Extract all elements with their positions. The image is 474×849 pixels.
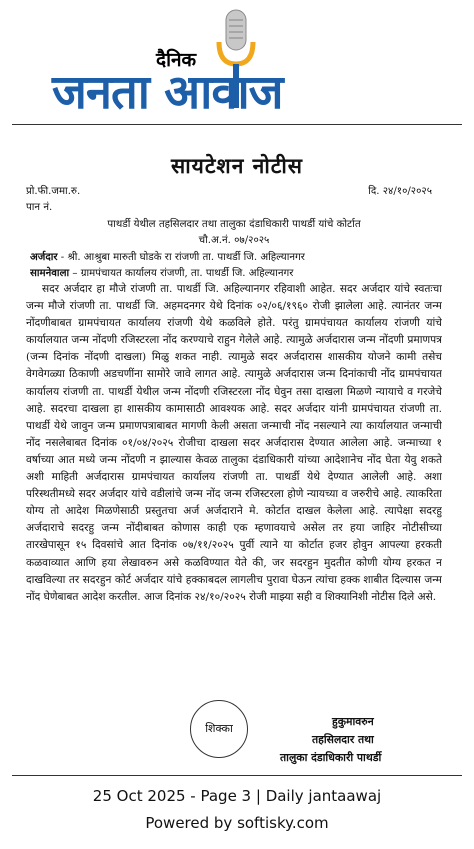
ref-line [26,183,442,197]
respondent-name: – ग्रामपंचायत कार्यालय रांजणी, ता. पाथर्डी जि. अहिल्यानगर [69,268,294,279]
ref-fee: प्रो.फी.जमा.रु. [26,186,81,197]
notice-date: दि. २४/१०/२०२५ [368,186,432,197]
page-number: पान नं. [26,202,53,213]
applicant-label: अर्जदार [30,251,58,263]
signature-line-3: तालुका दंडाधिकारी पाथर्डी [280,751,382,764]
masthead [0,0,474,120]
case-number: चौ.अ.नं. ०७/२०२५ [198,235,270,246]
seal-placeholder: शिक्का [190,700,248,758]
footer-page-info: 25 Oct 2025 - Page 3 | Daily jantaawaj [92,787,382,805]
signature-line-1: हुकुमावरुन [332,715,374,728]
court-line: पाथर्डी येथील तहसिलदार तथा तालुका दंडाधिकारी पाथर्डी यांचे कोर्टात [107,219,361,230]
applicant-name: - श्री. आश्रुबा मारुती घोडके रा रांजणी ता. पाथर्डी जि. अहिल्यानगर [57,252,305,263]
masthead-title: जनता आवाज [52,65,283,120]
notice-body: सदर अर्जदार हा मौजे रांजणी ता. पाथर्डी जि. अहिल्यानगर रहिवाशी आहेत. सदर अर्जदार यांचे स्वतःचा जन्म मौजे रांजणी ता. पाथर्डी जि. अहमदनगर येथे दिनांक ०२/०६/१९६० रोजी झालेला आहे. त्यानंतर जन्म नोंदणीबाबत ग्रामपंचायत कार्यालय रांजणी येथे कळविले होते. परंतु ग्रामपंचायत कार्यालय रांजणी यांचे कार्यालयात जन्म नोंदणी रजिस्टरला नोंद करण्याचे राहुन गेलेले आहे. त्यामुळे अर्जदारास जन्म नोंदणी प्रमाणपत्र (जन्म दिनांक नोंदणी दाखला) मिळु शकत नाही. त्यामुळे सदर अर्जदारास शासकीय योजने कामी तसेच वेगवेगळ्या ठिकाणी अडचणींना सामोरे जावे लागत आहे. त्यामुळे अर्जदारास जन्म दिनांकाची नोंद ग्रामपंचायत कार्यालय रांजणी ता. पाथर्डी येथील जन्म नोंदणी रजिस्टरला नोंद घेवुन तसा दाखला मिळणे न्यायाचे व गरजेचे आहे. सदरचा दाखला हा शासकीय कामासाठी आवश्यक आहे. सदर अर्जदार यांनी ग्रामपंचायत रांजणी ता. पाथर्डी येथे जावुन जन्म प्रमाणपत्राबाबत मागणी केली असता जन्माची नोंद नसल्याने त्या कार्यालयात जन्माची नोंद नसलेबाबत दिनांक ०१/०४/२०२५ रोजीचा दाखला सदर अर्जदारास देण्यात आलेला आहे. जन्माच्या १ वर्षाच्या आत मध्ये जन्म नोंदणी न झाल्यास केवळ तालुका दंडाधिकारी यांच्या आदेशानेच नोंद घेता येवु शकते अशी माहिती अर्जदारास ग्रामपंचायत कार्यालय रांजणी ता. पाथर्डी येथे देण्यात आलेली आहे. अशा परिस्थतीमध्ये सदर अर्जदार यांचे वडीलांचे जन्म नोंद जन्म रजिस्टरला होणे न्यायच्या व जरुरीचे आहे. त्याकरिता योग्य तो आदेश मिळणेसाठी प्रस्तुतचा अर्ज अर्जदाराने मे. कोर्टात दाखल केलेला आहे. त्यापेक्षा सदरहु अर्जदाराचे सदरहु जन्म नोंदीबाबत कोणास काही एक म्हणावयाचे असेल तर हया जाहिर नोटीसीच्या तारखेपासून १५ दिवसांचे आत दिनांक ०७/११/२०२५ पुर्वी त्याने या कोर्टात हजर होवुन आपल्या हरकती कळवाव्यात आणि हया लेखावरुन असे कळविण्यात येते की, जर सदरहुन मुदतीत कोणी योग्य हरकत न दाखविल्या तर सदरहुन कोर्ट अर्जदार यांचे हक्काबदल लागलीच पुरावा घेऊन त्यांचा हक्क शाबीत दिल्यास जन्म नोंद घेणेबाबत आदेश करतील. आज दिनांक २४/१०/२०२५ रोजी माझ्या सही व शिक्यानिशी नोटीस दिले असे. [26,283,442,603]
respondent-label: सामनेवाला [30,267,70,279]
respondent-line [30,265,446,279]
footer-powered-by[interactable]: Powered by softisky.com [145,814,329,832]
signature-line-2: तहसिलदार तथा [312,733,374,746]
applicant-line [30,249,446,263]
notice-title: सायटेशन नोटीस [171,153,303,178]
masthead-daily-label: दैनिक [156,49,197,71]
